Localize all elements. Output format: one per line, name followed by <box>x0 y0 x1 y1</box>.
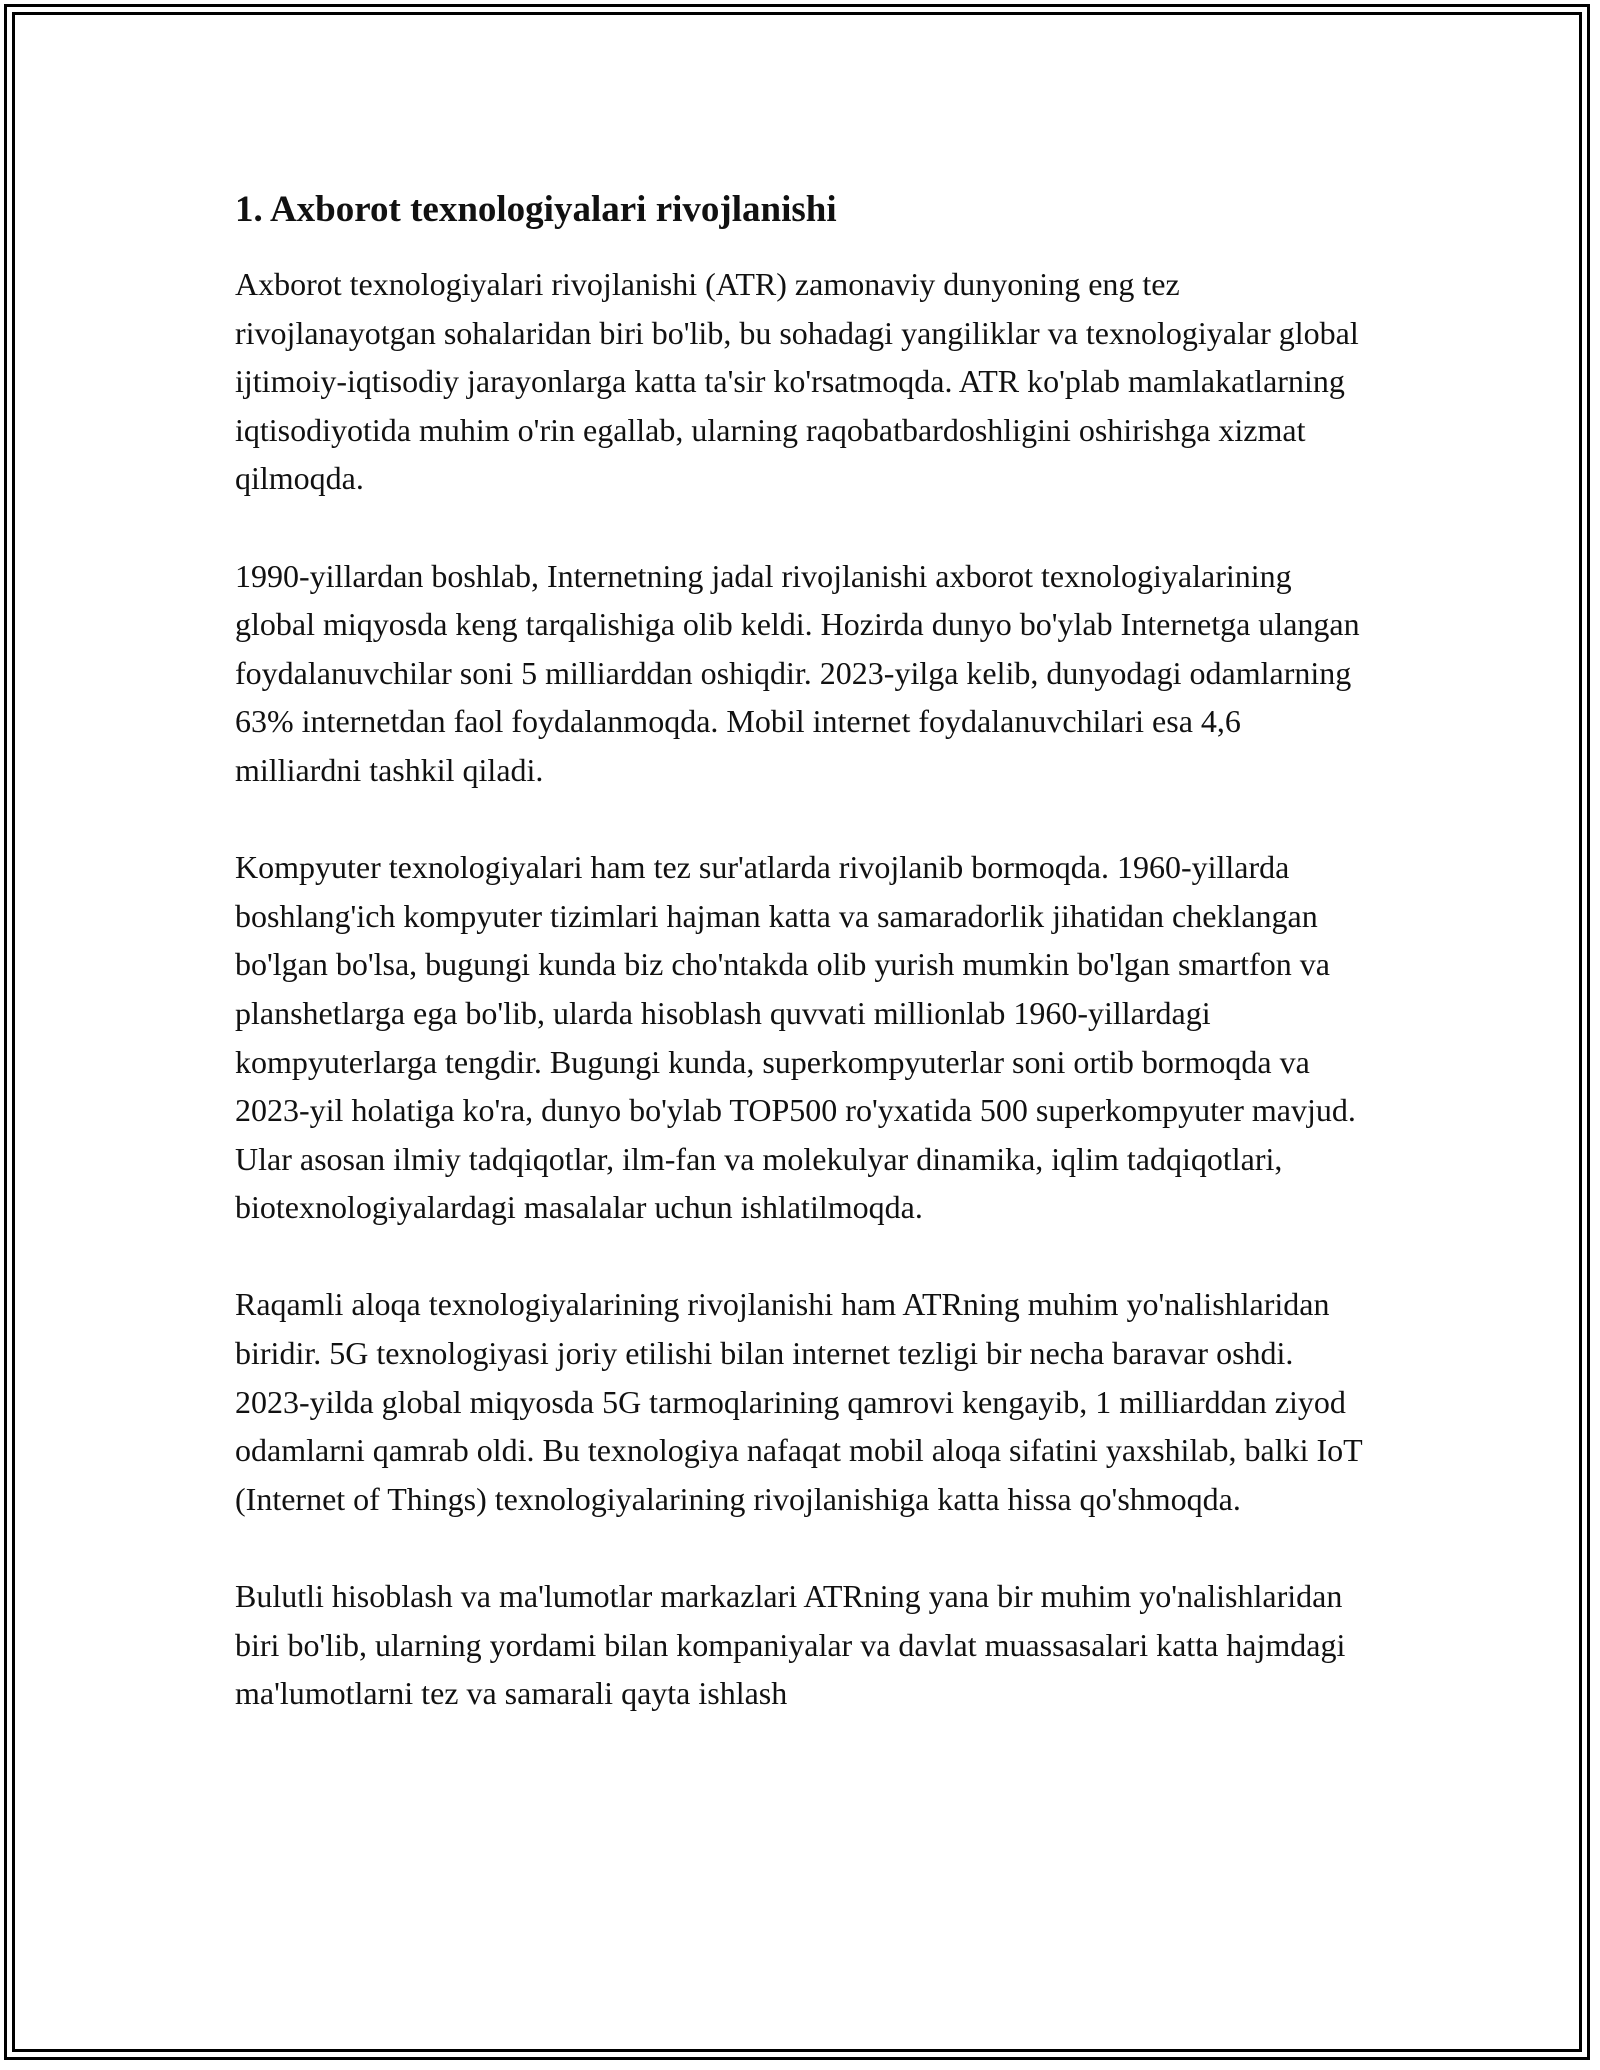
paragraph-5: Bulutli hisoblash va ma'lumotlar markazlari ATRning yana bir muhim yo'nalishlaridan biri bo'lib, ularning yordami bilan kompaniyalar va davlat muassasalari katta hajmdagi ma'lumotlarni tez va samarali qayta ishlash <box>235 1578 1346 1712</box>
paragraph-3: Kompyuter texnologiyalari ham tez sur'atlarda rivojlanib bormoqda. 1960-yillarda boshlang'ich kompyuter tizimlari hajman katta va samaradorlik jihatidan cheklangan bo'lgan bo'lsa, bugungi kunda biz cho'ntakda olib yurish mumkin bo'lgan smartfon va planshetlarga ega bo'lib, ularda hisoblash quvvati millionlab 1960-yillardagi kompyuterlarga tengdir. Bugungi kunda, superkompyuterlar soni ortib bormoqda va 2023-yil holatiga ko'ra, dunyo bo'ylab TOP500 ro'yxatida 500 superkompyuter mavjud. Ular asosan ilmiy tadqiqotlar, ilm-fan va molekulyar dinamika, iqlim tadqiqotlari, biotexnologiyalardagi masalalar uchun ishlatilmoqda. <box>235 849 1356 1226</box>
section-heading: 1. Axborot texnologiyalari rivojlanishi <box>235 189 837 230</box>
paragraph-1: Axborot texnologiyalari rivojlanishi (ATR) zamonaviy dunyoning eng tez rivojlanayotgan sohalaridan biri bo'lib, bu sohadagi yangiliklar va texnologiyalar global ijtimoiy-iqtisodiy jarayonlarga katta ta'sir ko'rsatmoqda. ATR ko'plab mamlakatlarning iqtisodiyotida muhim o'rin egallab, ularning raqobatbardoshligini oshirishga xizmat qilmoqda. <box>235 266 1359 497</box>
paragraph-4: Raqamli aloqa texnologiyalarining rivojlanishi ham ATRning muhim yo'nalishlaridan biridir. 5G texnologiyasi joriy etilishi bilan internet tezligi bir necha baravar oshdi. 2023-yilda global miqyosda 5G tarmoqlarining qamrovi kengayib, 1 milliarddan ziyod odamlarni qamrab oldi. Bu texnologiya nafaqat mobil aloqa sifatini yaxshilab, balki IoT (Internet of Things) texnologiyalarining rivojlanishiga katta hissa qo'shmoqda. <box>235 1286 1363 1517</box>
paragraph-2: 1990-yillardan boshlab, Internetning jadal rivojlanishi axborot texnologiyalarining global miqyosda keng tarqalishiga olib keldi. Hozirda dunyo bo'ylab Internetga ulangan foydalanuvchilar soni 5 milliarddan oshiqdir. 2023-yilga kelib, dunyodagi odamlarning 63% internetdan faol foydalanmoqda. Mobil internet foydalanuvchilari esa 4,6 milliardni tashkil qiladi. <box>235 557 1360 788</box>
document-body <box>235 186 1370 1766</box>
